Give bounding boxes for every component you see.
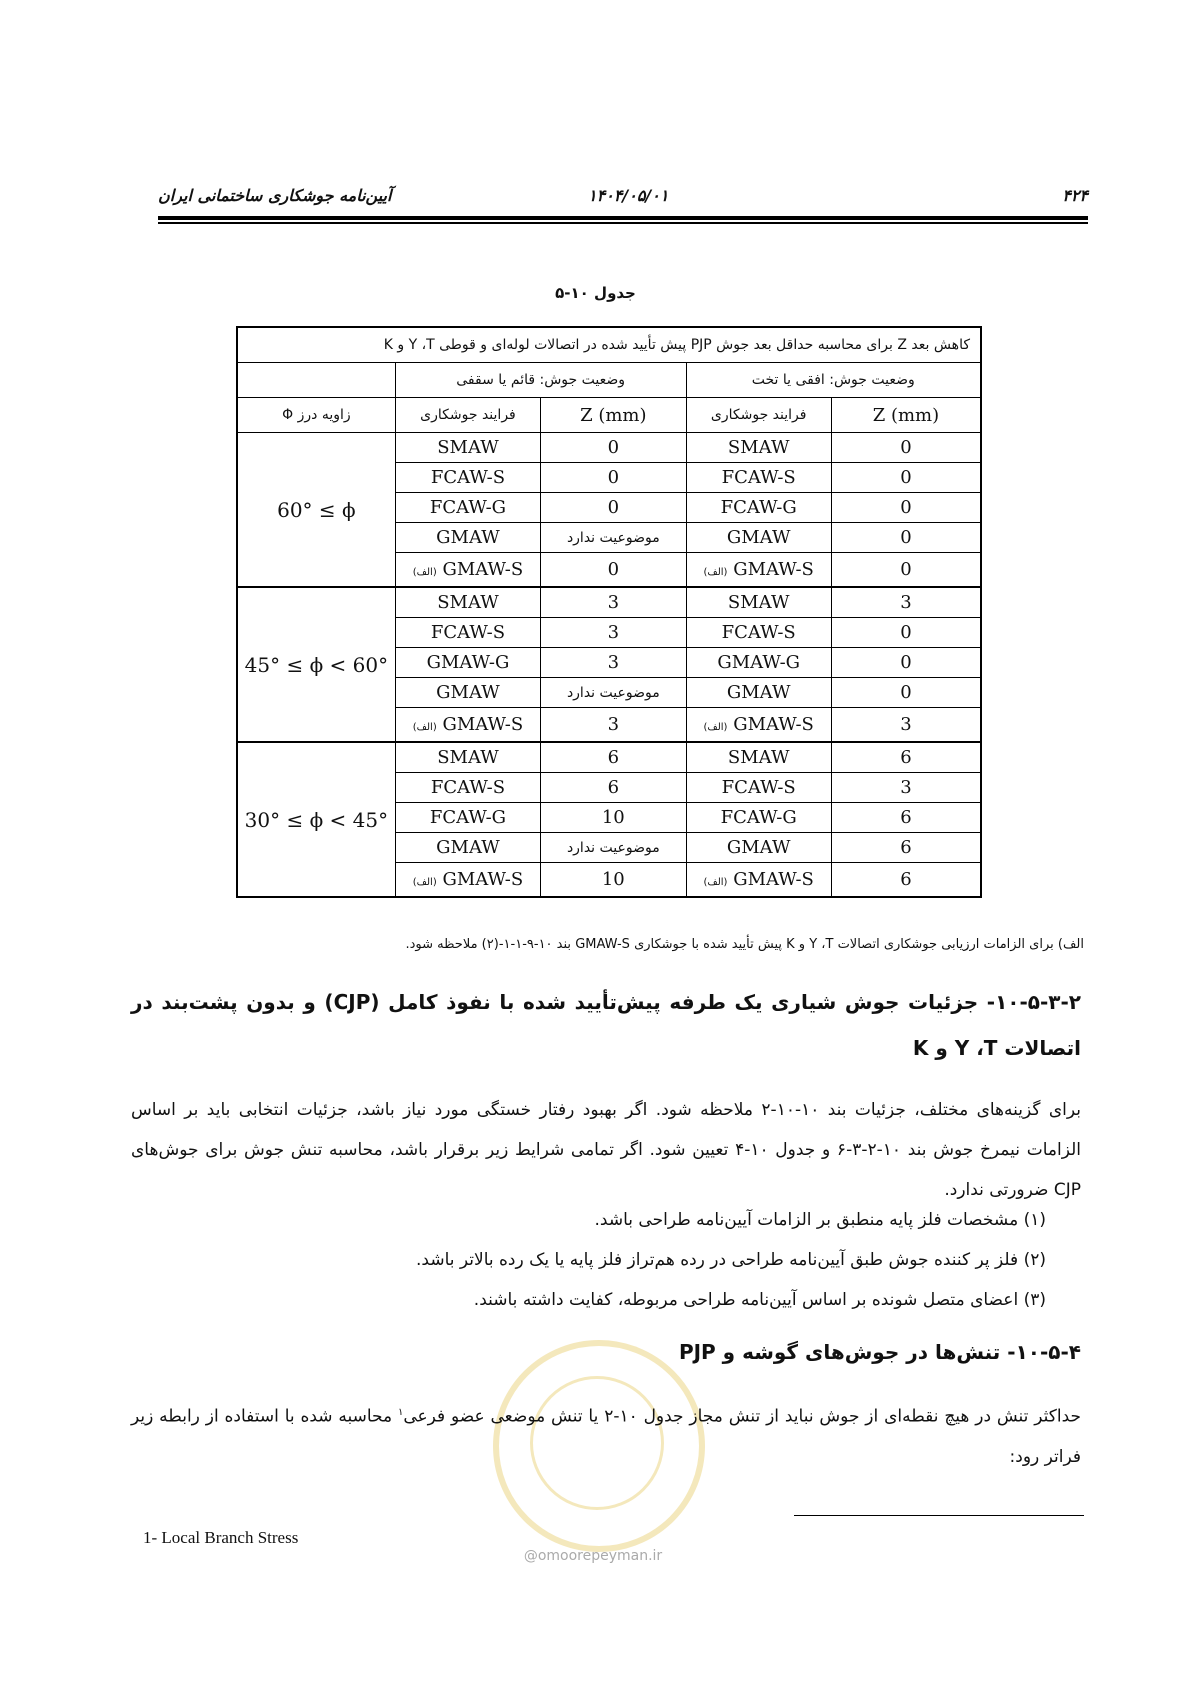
footnote-mark: (الف) (412, 722, 437, 733)
cell-process-vertical-text: SMAW (437, 437, 499, 458)
list-item: (۳) اعضای متصل شونده بر اساس آیین‌نامه طراحی مربوطه، کفایت داشته باشند. (473, 1290, 1046, 1310)
group-header-horizontal: وضعیت جوش: افقی یا تخت (686, 363, 981, 398)
cell-process-horizontal-text: GMAW-S (733, 714, 814, 735)
cell-z-vertical (541, 742, 686, 773)
cell-angle: 45° ≤ ϕ < 60° (237, 587, 395, 742)
cell-z-horizontal-text: 3 (900, 592, 912, 613)
cell-z-vertical (541, 648, 686, 678)
cell-z-horizontal-text: 0 (900, 497, 912, 518)
footnote-mark: (الف) (703, 877, 728, 888)
cell-z-vertical (541, 463, 686, 493)
cell-z-horizontal (831, 463, 981, 493)
cell-z-vertical (541, 523, 686, 553)
cell-process-horizontal (686, 553, 831, 588)
cell-process-vertical-text: FCAW-G (429, 807, 507, 828)
col-z-horizontal: Z (mm) (831, 398, 981, 433)
cell-process-horizontal-text: SMAW (727, 592, 790, 613)
cell-process-vertical (395, 803, 540, 833)
cell-z-horizontal (831, 648, 981, 678)
cell-process-horizontal-text: FCAW-G (720, 497, 797, 518)
cell-process-horizontal-text: GMAW (726, 682, 791, 703)
cell-process-horizontal-text: GMAW (726, 527, 791, 548)
cell-process-vertical-text: GMAW (436, 682, 500, 703)
cell-z-vertical-text: 3 (607, 592, 620, 613)
footnote-mark: (الف) (703, 567, 728, 578)
cell-process-vertical (395, 523, 540, 553)
table-caption: جدول ۱۰-۵ (555, 284, 636, 302)
cell-process-horizontal-text: GMAW-G (717, 652, 801, 673)
list-item: (۲) فلز پر کننده جوش طبق آیین‌نامه طراحی در رده هم‌تراز فلز پایه یا یک رده بالاتر باشد. (416, 1250, 1046, 1270)
cell-process-vertical-text: FCAW-S (430, 777, 506, 798)
cell-process-horizontal (686, 833, 831, 863)
cell-process-vertical (395, 742, 540, 773)
cell-z-vertical-text: 10 (601, 807, 625, 828)
cell-process-horizontal (686, 708, 831, 743)
col-angle: زاویه درز Φ (237, 398, 395, 433)
cell-angle: 30° ≤ ϕ < 45° (237, 742, 395, 897)
cell-z-horizontal-text: 0 (900, 559, 912, 580)
cell-process-horizontal (686, 678, 831, 708)
cell-z-vertical (541, 587, 686, 618)
watermark-site: @omoorepeyman.ir (523, 1548, 663, 1564)
cell-process-vertical (395, 773, 540, 803)
cell-process-horizontal-text: FCAW-S (721, 777, 796, 798)
cell-process-vertical (395, 433, 540, 463)
cell-z-vertical-text: 6 (607, 777, 620, 798)
cell-z-vertical (541, 493, 686, 523)
header-rule-thick (158, 216, 1088, 220)
cell-process-vertical-text: SMAW (437, 592, 499, 613)
cell-process-horizontal (686, 742, 831, 773)
cell-z-vertical-text: 6 (607, 747, 620, 768)
cell-z-vertical (541, 678, 686, 708)
table-title: کاهش بعد Z برای محاسبه حداقل بعد جوش PJP پیش تأیید شده در اتصالات لوله‌ای و قوطی Y ،T و K (237, 327, 981, 363)
cell-process-vertical (395, 463, 540, 493)
cell-z-vertical-text: 10 (601, 869, 625, 890)
cell-z-horizontal-text: 0 (900, 527, 912, 548)
cell-process-horizontal-text: FCAW-S (721, 622, 796, 643)
cell-process-vertical-text: FCAW-G (429, 497, 507, 518)
section-paragraph-cjp: برای گزینه‌های مختلف، جزئیات بند ۱۰-۱۰-۲ ملاحظه شود. اگر بهبود رفتار خستگی مورد نیاز باشد، جزئیات انتخابی باید بر اساس الزامات نیمرخ جوش بند ۱۰-۲-۳-۶ و جدول ۱۰-۴ تعیین شود. اگر تمامی شرایط زیر برقرار باشد، محاسبه تنش جوش برای جوش‌های CJP ضرورتی ندارد. (131, 1100, 1081, 1200)
footnote-mark: (الف) (412, 877, 437, 888)
footnote-rule (794, 1515, 1084, 1516)
cell-z-horizontal (831, 523, 981, 553)
cell-z-horizontal-text: 0 (900, 467, 912, 488)
cell-process-horizontal (686, 863, 831, 898)
section-heading-cjp-line1: ۱۰-۵-۳-۲- جزئیات جوش شیاری یک طرفه پیش‌تأیید شده با نفوذ کامل (CJP) و بدون پشت‌بند در (131, 990, 1082, 1014)
cell-process-horizontal-text: GMAW-S (733, 869, 814, 890)
cell-process-horizontal (686, 463, 831, 493)
cell-z-vertical-text: 0 (607, 559, 620, 580)
cell-process-vertical-text: GMAW-G (426, 652, 510, 673)
cell-z-vertical (541, 863, 686, 898)
cell-z-vertical-text: 0 (607, 467, 620, 488)
cell-process-horizontal-text: SMAW (727, 437, 790, 458)
footnote-ref: ۱ (397, 1407, 404, 1418)
cell-z-vertical-text: موضوعیت ندارد (566, 684, 660, 701)
cell-z-vertical-text: موضوعیت ندارد (566, 839, 660, 856)
cell-z-horizontal-text: 0 (900, 437, 912, 458)
cell-z-horizontal-text: 6 (900, 747, 912, 768)
cell-process-horizontal (686, 433, 831, 463)
section-heading-cjp-line2: اتصالات Y ،T و K (912, 1036, 1081, 1060)
cell-process-horizontal (686, 618, 831, 648)
cell-z-horizontal (831, 587, 981, 618)
cell-z-horizontal-text: 6 (900, 869, 912, 890)
cell-process-vertical (395, 708, 540, 743)
cell-z-horizontal (831, 553, 981, 588)
cell-z-horizontal-text: 3 (900, 777, 912, 798)
z-loss-table (236, 326, 982, 898)
cell-z-horizontal (831, 493, 981, 523)
cell-z-vertical (541, 553, 686, 588)
cell-process-horizontal-text: SMAW (727, 747, 790, 768)
cell-process-vertical (395, 833, 540, 863)
header-date: ۱۴۰۴/۰۵/۰۱ (588, 186, 669, 205)
cell-z-horizontal-text: 0 (900, 652, 912, 673)
cell-process-vertical (395, 678, 540, 708)
cell-z-horizontal (831, 708, 981, 743)
cell-z-vertical-text: 0 (607, 497, 620, 518)
cell-process-vertical-text: FCAW-S (430, 467, 506, 488)
cell-process-vertical-text: GMAW-S (442, 559, 524, 580)
table-footnote: الف) برای الزامات ارزیابی جوشکاری اتصالات Y ،T و K پیش تأیید شده با جوشکاری GMAW-S بند ۱۰-۹-۱-۱-(۲) ملاحظه شود. (405, 937, 1084, 952)
cell-z-vertical-text: 3 (607, 714, 620, 735)
cell-z-vertical (541, 773, 686, 803)
page-number: ۴۲۴ (1062, 186, 1088, 205)
cell-z-horizontal (831, 803, 981, 833)
section-heading-stresses: ۱۰-۵-۴- تنش‌ها در جوش‌های گوشه و PJP (678, 1340, 1081, 1364)
page-header (158, 186, 1088, 216)
cell-z-vertical (541, 618, 686, 648)
cell-z-horizontal-text: 6 (900, 807, 912, 828)
cell-process-vertical (395, 618, 540, 648)
cell-process-horizontal-text: FCAW-G (720, 807, 797, 828)
cell-z-vertical (541, 833, 686, 863)
cell-z-vertical-text: 3 (607, 622, 620, 643)
table-row (237, 433, 981, 463)
group-header-vertical: وضعیت جوش: قائم یا سقفی (395, 363, 686, 398)
cell-z-horizontal (831, 678, 981, 708)
cell-process-vertical-text: FCAW-S (430, 622, 506, 643)
cell-process-vertical (395, 493, 540, 523)
table-row (237, 587, 981, 618)
cell-process-vertical-text: GMAW-S (442, 869, 524, 890)
cell-z-vertical (541, 433, 686, 463)
cell-process-horizontal (686, 523, 831, 553)
cell-z-vertical (541, 708, 686, 743)
cell-process-horizontal-text: GMAW-S (733, 559, 814, 580)
col-process-vertical: فرایند جوشکاری (395, 398, 540, 433)
cell-process-vertical (395, 587, 540, 618)
col-process-horizontal: فرایند جوشکاری (686, 398, 831, 433)
cell-z-horizontal-text: 0 (900, 682, 912, 703)
footnote-mark: (الف) (703, 722, 728, 733)
cell-process-horizontal (686, 803, 831, 833)
cell-process-horizontal (686, 587, 831, 618)
cell-z-horizontal-text: 0 (900, 622, 912, 643)
cell-angle: 60° ≤ ϕ (237, 433, 395, 588)
cell-process-vertical (395, 553, 540, 588)
section-paragraph-stresses (131, 1393, 1081, 1477)
cell-z-horizontal (831, 742, 981, 773)
cell-process-vertical-text: GMAW (436, 527, 500, 548)
cell-z-horizontal (831, 773, 981, 803)
cell-process-vertical-text: SMAW (437, 747, 499, 768)
cell-z-vertical-text: موضوعیت ندارد (566, 529, 660, 546)
cell-z-horizontal-text: 3 (900, 714, 912, 735)
cell-process-horizontal-text: GMAW (726, 837, 791, 858)
list-item: (۱) مشخصات فلز پایه منطبق بر الزامات آیین‌نامه طراحی باشد. (594, 1210, 1046, 1230)
cell-z-horizontal (831, 618, 981, 648)
header-rule-thin (158, 222, 1088, 224)
cell-z-vertical-text: 3 (607, 652, 620, 673)
cell-process-vertical-text: GMAW-S (442, 714, 524, 735)
footnote-mark: (الف) (412, 567, 437, 578)
cell-z-horizontal (831, 863, 981, 898)
cell-process-horizontal-text: FCAW-S (721, 467, 796, 488)
col-z-vertical: Z (mm) (541, 398, 686, 433)
cell-process-vertical-text: GMAW (436, 837, 500, 858)
cell-z-horizontal-text: 6 (900, 837, 912, 858)
cell-z-vertical (541, 803, 686, 833)
cell-process-horizontal (686, 773, 831, 803)
cell-process-horizontal (686, 648, 831, 678)
group-header-empty (237, 363, 395, 398)
paragraph-part: محاسبه شده با استفاده از رابطه زیر فراتر رود: (131, 1406, 1081, 1467)
paragraph-part: حداکثر تنش در هیچ نقطه‌ای از جوش نباید از تنش مجاز جدول ۱۰-۲ یا تنش موضعی عضو فرعی (403, 1406, 1081, 1427)
book-title: آیین‌نامه جوشکاری ساختمانی ایران (158, 186, 392, 205)
cell-z-horizontal (831, 833, 981, 863)
cell-z-vertical-text: 0 (607, 437, 620, 458)
table-row (237, 742, 981, 773)
cell-process-vertical (395, 863, 540, 898)
cell-z-horizontal (831, 433, 981, 463)
footnote: 1- Local Branch Stress (143, 1528, 299, 1547)
cell-process-vertical (395, 648, 540, 678)
cell-process-horizontal (686, 493, 831, 523)
